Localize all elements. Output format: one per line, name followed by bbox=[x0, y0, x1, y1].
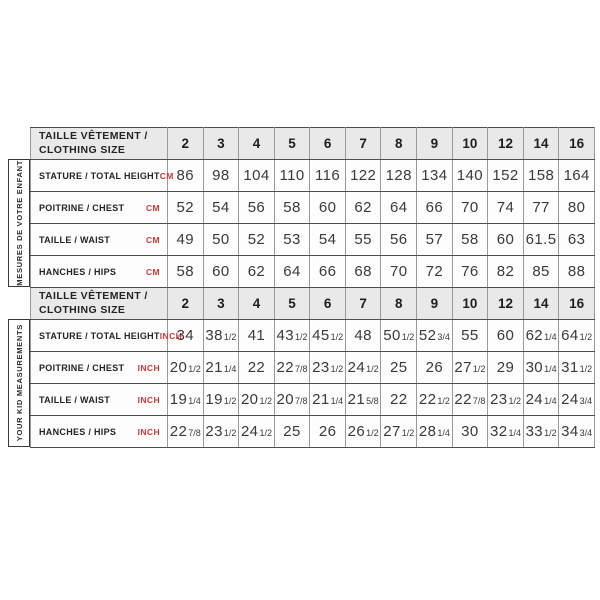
value-cell: 116 bbox=[310, 160, 346, 192]
side-label-inch-text: YOUR KID MEASUREMENTS bbox=[14, 324, 24, 442]
size-header-cell: 12 bbox=[488, 288, 524, 320]
value-cell: 201/2 bbox=[168, 352, 204, 384]
value-cell: 152 bbox=[488, 160, 524, 192]
fraction-text: 1/2 bbox=[295, 332, 308, 342]
side-label-box-inch bbox=[8, 319, 30, 447]
row-label-cell bbox=[31, 352, 168, 384]
value-cell: 231/2 bbox=[203, 416, 239, 448]
measurement-label: TAILLE / WAIST bbox=[39, 394, 111, 405]
fraction-text: 1/2 bbox=[401, 332, 415, 342]
value-cell: 50 bbox=[203, 224, 239, 256]
value-cell: 86 bbox=[168, 160, 204, 192]
value-cell: 49 bbox=[168, 224, 204, 256]
value-cell: 641/2 bbox=[559, 320, 595, 352]
measurement-label: STATURE / TOTAL HEIGHT bbox=[39, 330, 160, 341]
value-cell: 243/4 bbox=[559, 384, 595, 416]
size-header-cell: 16 bbox=[559, 288, 595, 320]
size-header-cell: 10 bbox=[452, 128, 488, 160]
size-header-label-cell: TAILLE VÊTEMENT / CLOTHING SIZE bbox=[31, 128, 168, 160]
value-cell: 70 bbox=[452, 192, 488, 224]
unit-label: CM bbox=[145, 202, 160, 213]
value-cell: 54 bbox=[203, 192, 239, 224]
size-header-cell: 5 bbox=[274, 128, 310, 160]
value-cell: 22 bbox=[381, 384, 417, 416]
fraction-text: 1/2 bbox=[188, 364, 201, 374]
value-cell: 201/2 bbox=[239, 384, 275, 416]
value-cell: 56 bbox=[239, 192, 275, 224]
fraction-text: 1/4 bbox=[223, 364, 237, 374]
side-label-cm-text: MESURES DE VOTRE ENFANT bbox=[14, 160, 24, 286]
fraction-text: 1/4 bbox=[544, 396, 557, 406]
value-cell: 271/2 bbox=[452, 352, 488, 384]
value-cell: 211/4 bbox=[203, 352, 239, 384]
value-cell: 343/4 bbox=[559, 416, 595, 448]
measurement-row bbox=[31, 320, 595, 352]
size-header-cell: 12 bbox=[488, 128, 524, 160]
row-label-cell bbox=[31, 256, 168, 288]
value-cell: 227/8 bbox=[452, 384, 488, 416]
value-cell: 26 bbox=[417, 352, 453, 384]
measurement-label: HANCHES / HIPS bbox=[39, 426, 117, 437]
size-header-cell: 8 bbox=[381, 128, 417, 160]
value-cell: 25 bbox=[274, 416, 310, 448]
value-cell: 621/4 bbox=[523, 320, 559, 352]
fraction-text: 1/2 bbox=[401, 428, 415, 438]
fraction-text: 1/2 bbox=[259, 428, 272, 438]
size-header-cell: 10 bbox=[452, 288, 488, 320]
fraction-text: 7/8 bbox=[188, 428, 201, 438]
row-label-cell bbox=[31, 224, 168, 256]
row-label-cell bbox=[31, 192, 168, 224]
unit-label: CM bbox=[145, 234, 160, 245]
size-chart-table bbox=[30, 127, 595, 448]
value-cell: 56 bbox=[381, 224, 417, 256]
value-cell: 72 bbox=[417, 256, 453, 288]
unit-label: CM bbox=[145, 266, 160, 277]
row-label-cell bbox=[31, 160, 174, 192]
fraction-text: 1/2 bbox=[223, 428, 237, 438]
fraction-text: 1/2 bbox=[508, 396, 521, 406]
value-cell: 88 bbox=[559, 256, 595, 288]
size-header-cell: 5 bbox=[274, 288, 310, 320]
size-header-row bbox=[31, 288, 595, 320]
value-cell: 60 bbox=[310, 192, 346, 224]
value-cell: 48 bbox=[345, 320, 381, 352]
size-chart bbox=[8, 127, 595, 447]
size-header-cell: 7 bbox=[345, 128, 381, 160]
value-cell: 52 bbox=[168, 192, 204, 224]
fraction-text: 3/4 bbox=[579, 396, 593, 406]
fraction-text: 7/8 bbox=[295, 364, 308, 374]
value-cell: 68 bbox=[345, 256, 381, 288]
value-cell: 66 bbox=[417, 192, 453, 224]
fraction-text: 1/2 bbox=[579, 364, 593, 374]
measurement-label: POITRINE / CHEST bbox=[39, 362, 125, 373]
measurement-label: POITRINE / CHEST bbox=[39, 202, 125, 213]
value-cell: 311/2 bbox=[559, 352, 595, 384]
row-label-cell bbox=[31, 320, 183, 352]
value-cell: 134 bbox=[417, 160, 453, 192]
value-cell: 58 bbox=[274, 192, 310, 224]
value-cell: 62 bbox=[345, 192, 381, 224]
size-header-cell: 3 bbox=[203, 288, 239, 320]
value-cell: 55 bbox=[345, 224, 381, 256]
value-cell: 241/4 bbox=[523, 384, 559, 416]
fraction-text: 1/2 bbox=[223, 332, 237, 342]
size-header-cell: 16 bbox=[559, 128, 595, 160]
measurement-label: STATURE / TOTAL HEIGHT bbox=[39, 170, 160, 181]
value-cell: 82 bbox=[488, 256, 524, 288]
fraction-text: 1/2 bbox=[330, 332, 344, 342]
value-cell: 29 bbox=[488, 352, 524, 384]
value-cell: 60 bbox=[203, 256, 239, 288]
value-cell: 104 bbox=[239, 160, 275, 192]
value-cell: 70 bbox=[381, 256, 417, 288]
fraction-text: 1/4 bbox=[544, 364, 557, 374]
value-cell: 241/2 bbox=[239, 416, 275, 448]
value-cell: 501/2 bbox=[381, 320, 417, 352]
size-header-cell: 6 bbox=[310, 288, 346, 320]
value-cell: 58 bbox=[168, 256, 204, 288]
value-cell: 122 bbox=[345, 160, 381, 192]
value-cell: 281/4 bbox=[417, 416, 453, 448]
fraction-text: 7/8 bbox=[295, 396, 308, 406]
measurement-row bbox=[31, 352, 595, 384]
value-cell: 80 bbox=[559, 192, 595, 224]
measurement-row bbox=[31, 192, 595, 224]
size-header-cell: 4 bbox=[239, 128, 275, 160]
row-label-cell bbox=[31, 384, 168, 416]
fraction-text: 1/2 bbox=[437, 396, 450, 406]
value-cell: 57 bbox=[417, 224, 453, 256]
measurement-row bbox=[31, 224, 595, 256]
fraction-text: 7/8 bbox=[472, 396, 486, 406]
unit-label: INCH bbox=[137, 394, 160, 405]
value-cell: 227/8 bbox=[168, 416, 204, 448]
value-cell: 381/2 bbox=[203, 320, 239, 352]
value-cell: 231/2 bbox=[488, 384, 524, 416]
size-header-row bbox=[31, 128, 595, 160]
value-cell: 30 bbox=[452, 416, 488, 448]
size-header-cell: 14 bbox=[523, 128, 559, 160]
value-cell: 41 bbox=[239, 320, 275, 352]
value-cell: 271/2 bbox=[381, 416, 417, 448]
value-cell: 58 bbox=[452, 224, 488, 256]
value-cell: 62 bbox=[239, 256, 275, 288]
value-cell: 191/4 bbox=[168, 384, 204, 416]
size-header-cell: 2 bbox=[168, 128, 204, 160]
fraction-text: 1/4 bbox=[544, 332, 557, 342]
fraction-text: 1/2 bbox=[579, 332, 593, 342]
value-cell: 60 bbox=[488, 224, 524, 256]
measurement-row bbox=[31, 256, 595, 288]
measurement-label: HANCHES / HIPS bbox=[39, 266, 117, 277]
size-header-cell: 3 bbox=[203, 128, 239, 160]
value-cell: 26 bbox=[310, 416, 346, 448]
size-header-cell: 8 bbox=[381, 288, 417, 320]
unit-label: INCH bbox=[137, 426, 160, 437]
measurement-label: TAILLE / WAIST bbox=[39, 234, 111, 245]
fraction-text: 1/2 bbox=[366, 428, 379, 438]
value-cell: 227/8 bbox=[274, 352, 310, 384]
fraction-text: 1/4 bbox=[437, 428, 450, 438]
size-header-label-cell: TAILLE VÊTEMENT / CLOTHING SIZE bbox=[31, 288, 168, 320]
value-cell: 52 bbox=[239, 224, 275, 256]
value-cell: 231/2 bbox=[310, 352, 346, 384]
size-header-cell: 9 bbox=[417, 128, 453, 160]
size-header-cell: 7 bbox=[345, 288, 381, 320]
fraction-text: 1/4 bbox=[330, 396, 344, 406]
value-cell: 523/4 bbox=[417, 320, 453, 352]
size-header-cell: 9 bbox=[417, 288, 453, 320]
value-cell: 85 bbox=[523, 256, 559, 288]
value-cell: 63 bbox=[559, 224, 595, 256]
side-label-box-cm bbox=[8, 159, 30, 287]
value-cell: 451/2 bbox=[310, 320, 346, 352]
row-label-cell bbox=[31, 416, 168, 448]
size-chart-table-body bbox=[31, 128, 595, 448]
value-cell: 261/2 bbox=[345, 416, 381, 448]
fraction-text: 3/4 bbox=[579, 428, 593, 438]
fraction-text: 1/2 bbox=[330, 364, 344, 374]
value-cell: 66 bbox=[310, 256, 346, 288]
measurement-row bbox=[31, 384, 595, 416]
fraction-text: 1/4 bbox=[508, 428, 521, 438]
value-cell: 53 bbox=[274, 224, 310, 256]
value-cell: 64 bbox=[381, 192, 417, 224]
value-cell: 76 bbox=[452, 256, 488, 288]
size-header-cell: 14 bbox=[523, 288, 559, 320]
fraction-text: 1/2 bbox=[223, 396, 237, 406]
fraction-text: 1/2 bbox=[544, 428, 557, 438]
fraction-text: 1/4 bbox=[188, 396, 201, 406]
value-cell: 98 bbox=[203, 160, 239, 192]
value-cell: 74 bbox=[488, 192, 524, 224]
size-header-cell: 4 bbox=[239, 288, 275, 320]
unit-label: INCH bbox=[137, 362, 160, 373]
value-cell: 128 bbox=[381, 160, 417, 192]
value-cell: 215/8 bbox=[345, 384, 381, 416]
value-cell: 110 bbox=[274, 160, 310, 192]
value-cell: 221/2 bbox=[417, 384, 453, 416]
value-cell: 241/2 bbox=[345, 352, 381, 384]
value-cell: 301/4 bbox=[523, 352, 559, 384]
size-header-cell: 6 bbox=[310, 128, 346, 160]
value-cell: 140 bbox=[452, 160, 488, 192]
fraction-text: 1/2 bbox=[472, 364, 486, 374]
unit-label: CM bbox=[159, 170, 174, 181]
value-cell: 211/4 bbox=[310, 384, 346, 416]
value-cell: 60 bbox=[488, 320, 524, 352]
value-cell: 164 bbox=[559, 160, 595, 192]
value-cell: 331/2 bbox=[523, 416, 559, 448]
measurement-row bbox=[31, 160, 595, 192]
value-cell: 22 bbox=[239, 352, 275, 384]
value-cell: 64 bbox=[274, 256, 310, 288]
value-cell: 55 bbox=[452, 320, 488, 352]
value-cell: 25 bbox=[381, 352, 417, 384]
value-cell: 61.5 bbox=[523, 224, 559, 256]
fraction-text: 3/4 bbox=[437, 332, 450, 342]
value-cell: 54 bbox=[310, 224, 346, 256]
size-header-cell: 2 bbox=[168, 288, 204, 320]
value-cell: 431/2 bbox=[274, 320, 310, 352]
fraction-text: 1/2 bbox=[259, 396, 272, 406]
fraction-text: 5/8 bbox=[366, 396, 379, 406]
value-cell: 34 bbox=[168, 320, 204, 352]
value-cell: 77 bbox=[523, 192, 559, 224]
value-cell: 158 bbox=[523, 160, 559, 192]
value-cell: 191/2 bbox=[203, 384, 239, 416]
unit-label: INCH bbox=[159, 330, 183, 341]
value-cell: 207/8 bbox=[274, 384, 310, 416]
measurement-row bbox=[31, 416, 595, 448]
value-cell: 321/4 bbox=[488, 416, 524, 448]
fraction-text: 1/2 bbox=[366, 364, 379, 374]
